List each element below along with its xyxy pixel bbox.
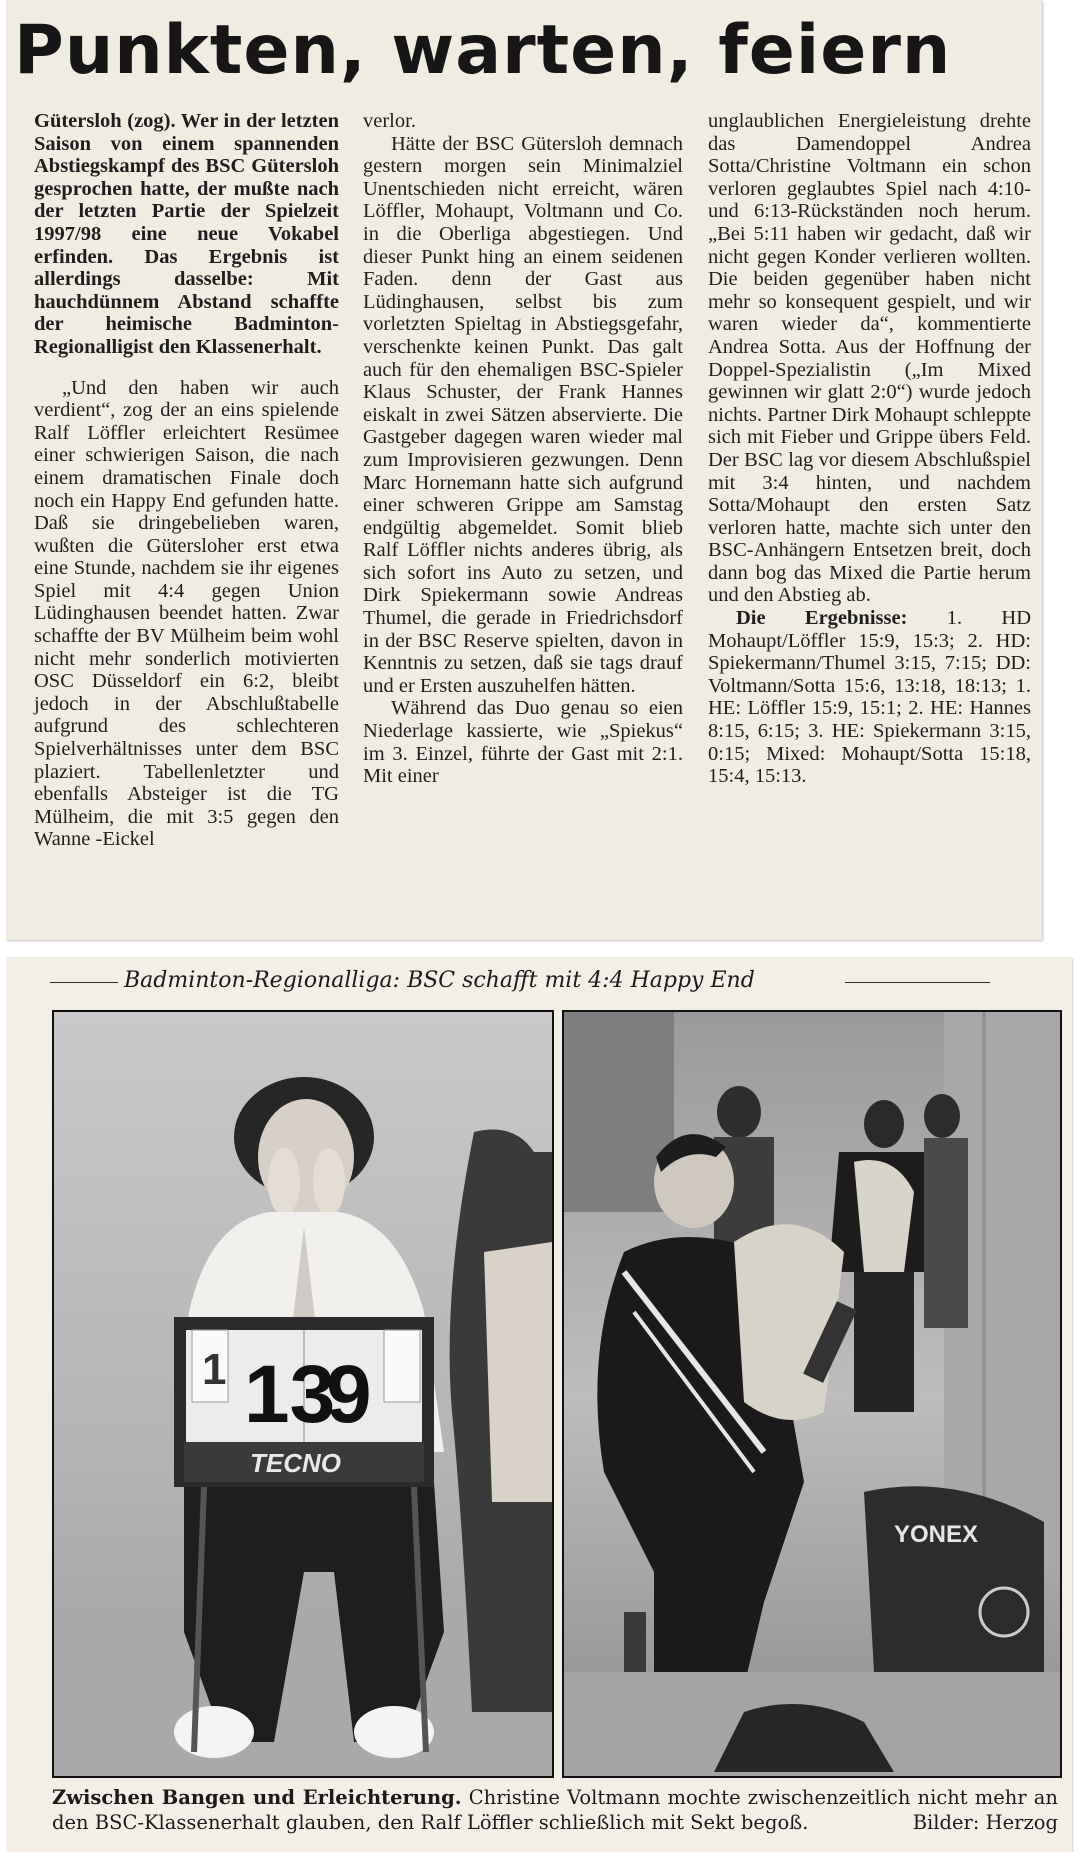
scoreboard-brand: TECNO <box>250 1448 341 1478</box>
results-paragraph <box>708 607 1031 788</box>
article-column-1 <box>34 110 339 851</box>
article-paragraph: „Und den haben wir auch verdient“, zog der an eins spielende Ralf Löffler erleichtert Resümee einer schwierigen Saison, die nach einem dramatischen Finale doch noch ein Happy End gefunden hatte. Daß sie dringebelieben waren, wußten die Gütersloher erst etwa eine Stunde, nachdem sie ihr eigenes Spiel mit 4:4 gegen Union Lüdinghausen beendet hatten. Zwar schaffte der BV Mülheim beim wohl nicht mehr sonderlich motivierten OSC Düsseldorf ein 6:2, bleibt jedoch in der Abschlußtabelle aufgrund des schlechteren Spielverhältnisses unter dem BSC plaziert. Tabellenletzter und ebenfalls Absteiger ist die TG Mülheim, die mit 3:5 gegen den Wanne -Eickel <box>34 376 339 851</box>
headline: Punkten, warten, feiern <box>14 11 952 90</box>
scoreboard-left-score: 13 <box>244 1349 336 1440</box>
results-text: 1. HD Mohaupt/Löffler 15:9, 15:3; 2. HD: Spiekermann/Thumel 3:15, 7:15; DD: Voltmann/Sotta 15:6, 13:18, 18:13; 1. HE: Löffler 15:9, 15:1; 2. HE: Hannes 8:15, 6:15; 3. HE: Spiekermann 3:15, 0:15; Mixed: Mohaupt/Sotta 15:18, 15:4, 15:13. <box>708 607 1031 788</box>
photo-christine-voltmann <box>52 1010 554 1778</box>
photo-caption <box>52 1785 1058 1835</box>
scoreboard-right-score: 9 <box>326 1349 372 1440</box>
article-paragraph: unglaublichen Energieleistung drehte das Damendoppel Andrea Sotta/Christine Voltmann ein schon verloren geglaubtes Spiel nach 4:10- und 6:13-Rückständen noch herum. „Bei 5:11 haben wir gedacht, daß wir nicht gegen Konder verlieren wollten. Die beiden gegenüber haben nicht mehr so konsequent gespielt, und wir waren wieder da“, kommentierte Andrea Sotta. Aus der Hoffnung der Doppel-Spezialistin („Im Mixed gewinnen wir glatt 2:0“) wurde jedoch nichts. Partner Dirk Mohaupt schleppte sich mit Fieber und Grippe übers Feld. Der BSC lag vor diesem Abschlußspiel mit 3:4 hinten, und nachdem Sotta/Mohaupt den ersten Satz verloren hatte, machte sich unter den BSC-Anhängern Entsetzen breit, doch dann bog das Mixed die Partie herum und den Abstieg ab. <box>708 110 1031 607</box>
banner-yonex: YONEX <box>894 1521 979 1548</box>
photo-ralf-loeffler <box>562 1010 1062 1778</box>
article-paragraph: verlor. <box>363 110 416 132</box>
article-lead: Gütersloh (zog). Wer in der letzten Saison von einem spannenden Abstiegskampf des BSC Gütersloh gesprochen hatte, der mußte nach der letzten Partie der Spielzeit 1997/98 eine neue Vokabel erfinden. Das Ergebnis ist allerdings dasselbe: Mit hauchdünnem Abstand schaffte der heimische Badminton-Regionalligist den Klassenerhalt. <box>34 110 339 358</box>
photo-left-illustration <box>54 1012 552 1776</box>
photo-right-illustration <box>564 1012 1060 1776</box>
photo-credit: Bilder: Herzog <box>912 1811 1058 1834</box>
article-paragraph: Hätte der BSC Gütersloh demnach gestern morgen sein Minimalziel Unentschieden nicht erreicht, wären Löffler, Mohaupt, Voltmann und Co. in die Oberliga abgestiegen. Und dieser Punkt hing an einem seidenen Faden. denn der Gast aus Lüdinghausen, selbst bis zum vorletzten Spieltag in Abstiegsgefahr, verschenkte keinen Punkt. Das galt auch für den ehemaligen BSC-Spieler Klaus Schuster, der Frank Hannes eiskalt in zwei Sätzen abservierte. Die Gastgeber dagegen waren wieder mal zum Improvisieren gezwungen. Denn Marc Hornemann hatte sich aufgrund einer schweren Grippe am Samstag endgültig abgemeldet. Somit blieb Ralf Löffler nichts anderes übrig, als sich sofort ins Auto zu setzen, und Dirk Spiekermann sowie Andreas Thumel, die gerade in Friedrichsdorf in der BSC Reserve spielten, davon in Kenntnis zu setzen, daß sie tags drauf und er Ersten auszuhelfen hätten. <box>363 132 683 697</box>
scoreboard-small-digit: 1 <box>202 1345 227 1394</box>
photo-kicker: Badminton-Regionalliga: BSC schafft mit 4:4 Happy End <box>124 968 755 993</box>
article-column-2 <box>363 110 683 788</box>
article-column-3 <box>708 110 1031 788</box>
kicker-rule-right <box>845 982 990 983</box>
kicker-row <box>50 963 990 999</box>
caption-title: Zwischen Bangen und Erleichterung. <box>52 1786 462 1809</box>
article-paragraph: Während das Duo genau so eien Niederlage kassierte, wie „Spiekus“ im 3. Einzel, führte der Gast mit 2:1. Mit einer <box>363 697 683 788</box>
kicker-rule-left <box>50 982 118 983</box>
caption-text: Christine Voltmann mochte zwischenzeitlich nicht mehr an den BSC-Klassenerhalt glauben, den Ralf Löffler schließlich mit Sekt begoß. <box>52 1786 1058 1834</box>
results-label: Die Ergebnisse: <box>736 607 908 630</box>
